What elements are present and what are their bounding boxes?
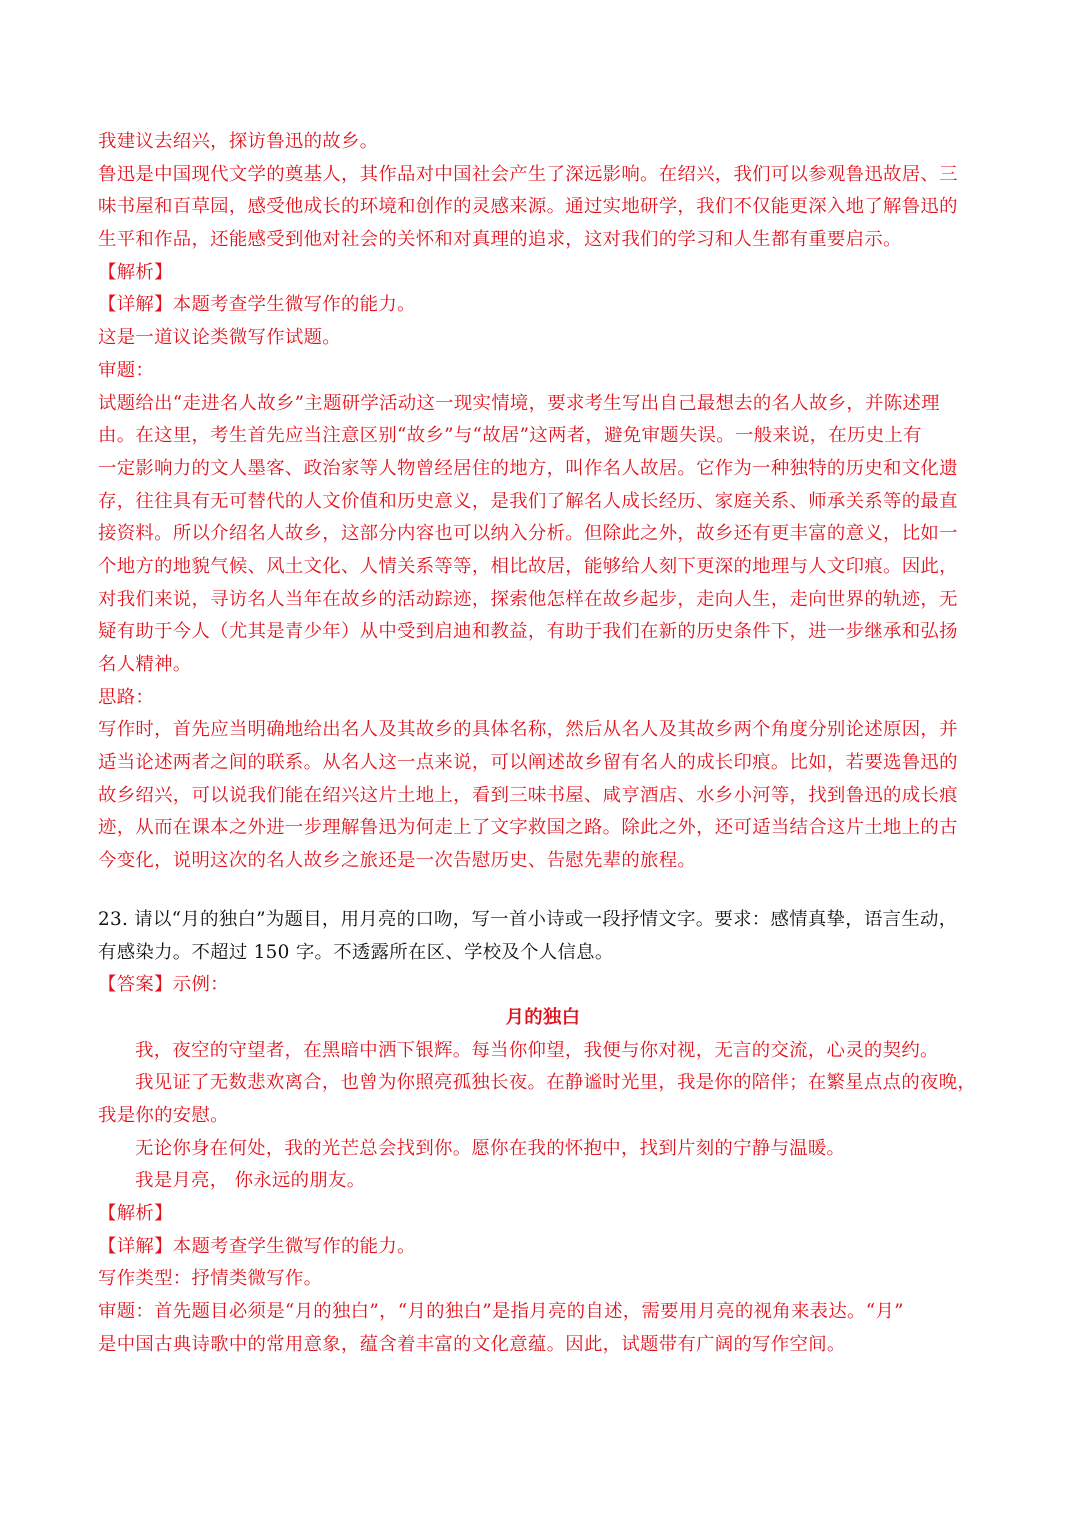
poem-line: 我，夜空的守望者，在黑暗中洒下银辉。每当你仰望，我便与你对视，无言的交流，心灵的契约。 — [135, 1039, 939, 1061]
analysis-label: 【解析】 — [98, 1203, 173, 1224]
silu-label: 思路： — [98, 686, 155, 708]
silu-line: 适当论述两者之间的联系。从名人这一点来说，可以阐述故乡留有名人的成长印痕。比如，若要选鲁迅的 — [98, 752, 958, 774]
answer-label: 【答案】示例： — [98, 974, 229, 996]
type-line: 这是一道议论类微写作试题。 — [98, 327, 341, 349]
shenti-line: 存，往往具有无可替代的人文价值和历史意义，是我们了解名人成长经历、家庭关系、师承关系等的最直 — [98, 490, 958, 512]
shenti-line: 一定影响力的文人墨客、政治家等人物曾经居住的地方，叫作名人故居。它作为一种独特的历史和文化遗 — [98, 457, 958, 479]
answer-line: 生平和作品，还能感受到他对社会的关怀和对真理的追求，这对我们的学习和人生都有重要启示。 — [98, 229, 902, 251]
answer-line: 鲁迅是中国现代文学的奠基人，其作品对中国社会产生了深远影响。在绍兴，我们可以参观鲁迅故居、三 — [98, 163, 958, 185]
type-line: 写作类型：抒情类微写作。 — [98, 1268, 323, 1290]
poem-line: 我是你的安慰。 — [98, 1104, 229, 1126]
silu-line: 今变化，说明这次的名人故乡之旅还是一次告慰历史、告慰先辈的旅程。 — [98, 850, 697, 872]
answer-line: 味书屋和百草园，感受他成长的环境和创作的灵感来源。通过实地研学，我们不仅能更深入地了解鲁迅的 — [98, 196, 958, 218]
analysis-label: 【解析】 — [98, 261, 173, 283]
poem-line: 无论你身在何处，我的光芒总会找到你。愿你在我的怀抱中，找到片刻的宁静与温暖。 — [135, 1137, 846, 1159]
shenti-label: 审题： — [98, 359, 155, 381]
silu-line: 故乡绍兴，可以说我们能在绍兴这片土地上，看到三味书屋、咸亨酒店、水乡小河等，找到鲁迅的成长痕 — [98, 784, 958, 806]
poem-line: 我见证了无数悲欢离合，也曾为你照亮孤独长夜。在静谧时光里，我是你的陪伴；在繁星点点的夜晚， — [135, 1072, 977, 1094]
document-page — [98, 126, 988, 1361]
shenti-line: 疑有助于今人（尤其是青少年）从中受到启迪和教益，有助于我们在新的历史条件下，进一步继承和弘扬 — [98, 621, 958, 643]
shenti-line: 对我们来说，寻访名人当年在故乡的活动踪迹，探索他怎样在故乡起步，走向人生，走向世界的轨迹，无 — [98, 588, 958, 610]
poem-line: 我是月亮， 你永远的朋友。 — [135, 1170, 366, 1192]
shenti-line: 是中国古典诗歌中的常用意象，蕴含着丰富的文化意蕴。因此，试题带有广阔的写作空间。 — [98, 1333, 846, 1355]
shenti-line: 试题给出“走进名人故乡”主题研学活动这一现实情境，要求考生写出自己最想去的名人故乡，并陈述理 — [98, 392, 940, 414]
silu-line: 写作时，首先应当明确地给出名人及其故乡的具体名称，然后从名人及其故乡两个角度分别论述原因，并 — [98, 719, 958, 741]
shenti-line: 个地方的地貌气候、风土文化、人情关系等等，相比故居，能够给人刻下更深的地理与人文印痕。因此， — [98, 555, 958, 577]
shenti-line: 名人精神。 — [98, 654, 192, 675]
silu-line: 迹，从而在课本之外进一步理解鲁迅为何走上了文字救国之路。除此之外，还可适当结合这片土地上的古 — [98, 817, 958, 839]
question-23-line: 有感染力。不超过 150 字。不透露所在区、学校及个人信息。 — [98, 941, 614, 963]
section-gap — [98, 878, 988, 904]
shenti-line: 由。在这里，考生首先应当注意区别“故乡”与“故居”这两者，避免审题失误。一般来说，在历史上有 — [98, 425, 922, 447]
detail-line: 【详解】本题考查学生微写作的能力。 — [98, 294, 416, 316]
detail-line: 【详解】本题考查学生微写作的能力。 — [98, 1235, 416, 1257]
poem-title: 月的独白 — [505, 1006, 581, 1028]
answer-line: 我建议去绍兴，探访鲁迅的故乡。 — [98, 131, 379, 152]
shenti-line: 审题：首先题目必须是“月的独白”，“月的独白”是指月亮的自述，需要用月亮的视角来表达。“月” — [98, 1301, 904, 1323]
shenti-line: 接资料。所以介绍名人故乡，这部分内容也可以纳入分析。但除此之外，故乡还有更丰富的意义，比如一 — [98, 523, 958, 545]
question-23-line: 23. 请以“月的独白”为题目，用月亮的口吻，写一首小诗或一段抒情文字。要求：感情真挚，语言生动， — [98, 908, 958, 930]
